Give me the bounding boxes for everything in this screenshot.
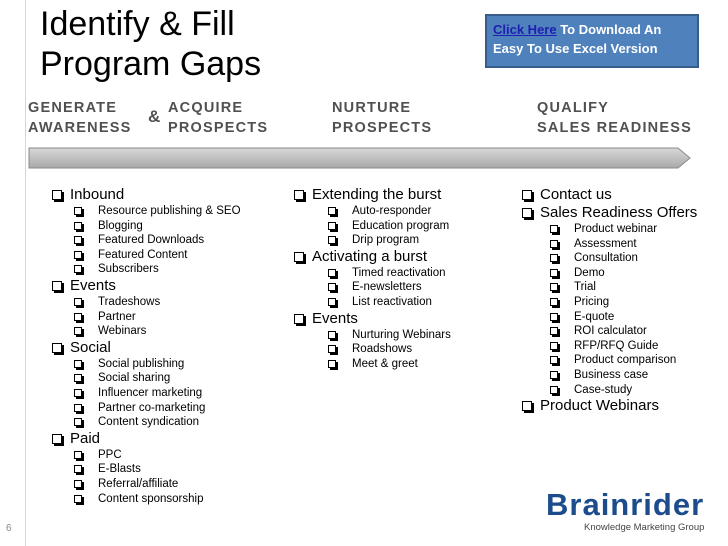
list-item[interactable] — [550, 368, 697, 383]
list-item[interactable] — [550, 383, 697, 398]
checkbox-icon[interactable] — [74, 313, 82, 321]
logo-wordmark: Brainrider — [546, 487, 705, 522]
category-contact-us[interactable] — [522, 186, 697, 204]
item-label: Partner — [98, 310, 136, 323]
events-items — [74, 295, 241, 339]
stage-acquire-prospects — [168, 98, 268, 138]
checkbox-icon[interactable] — [550, 283, 558, 291]
item-label: Meet & greet — [352, 357, 418, 370]
checkbox-icon[interactable] — [550, 386, 558, 394]
list-item[interactable] — [328, 233, 451, 248]
list-item[interactable] — [74, 262, 241, 277]
slide-title — [40, 4, 261, 84]
slide-left-margin — [0, 0, 26, 546]
category-label: Paid — [70, 429, 101, 447]
list-item[interactable] — [328, 328, 451, 343]
checkbox-icon[interactable] — [550, 356, 558, 364]
category-inbound[interactable] — [52, 186, 241, 204]
category-sales-readiness[interactable] — [522, 204, 697, 222]
social-items — [74, 357, 241, 430]
item-label: Featured Content — [98, 248, 188, 261]
category-nurture-events[interactable] — [294, 310, 451, 328]
logo-tagline: Knowledge Marketing Group — [584, 522, 705, 533]
stage-nurture-line2: PROSPECTS — [332, 120, 433, 136]
checkbox-icon[interactable] — [74, 495, 82, 503]
stage-generate-line1: GENERATE — [28, 100, 118, 116]
item-label: Drip program — [352, 234, 420, 247]
checkbox-icon[interactable] — [74, 451, 82, 459]
item-label: PPC — [98, 448, 122, 461]
list-item[interactable] — [328, 219, 451, 234]
item-label: E-Blasts — [98, 463, 141, 476]
stage-ampersand: & — [148, 107, 161, 126]
category-label: Extending the burst — [312, 186, 442, 203]
extending-items — [328, 204, 451, 248]
click-here-link[interactable]: Click Here — [493, 22, 557, 37]
checkbox-icon[interactable] — [522, 190, 532, 200]
item-label: Social publishing — [98, 357, 185, 370]
checkbox-icon[interactable] — [550, 371, 558, 379]
checkbox-icon[interactable] — [74, 404, 82, 412]
column-nurture — [294, 186, 451, 371]
item-label: Education program — [352, 219, 450, 232]
activating-items — [328, 266, 451, 310]
item-label: Referral/affiliate — [98, 477, 179, 490]
category-label: Product Webinars — [540, 397, 659, 415]
list-item[interactable] — [328, 204, 451, 219]
item-label: ROI calculator — [574, 325, 647, 338]
checkbox-icon[interactable] — [294, 252, 304, 262]
download-excel-callout — [485, 14, 699, 68]
checkbox-icon[interactable] — [74, 374, 82, 382]
list-item[interactable] — [328, 295, 451, 310]
checkbox-icon[interactable] — [74, 265, 82, 273]
title-line-2: Program Gaps — [40, 45, 262, 83]
checkbox-icon[interactable] — [550, 327, 558, 335]
list-item[interactable] — [74, 204, 241, 219]
list-item[interactable] — [74, 248, 241, 263]
category-paid[interactable] — [52, 430, 241, 448]
stage-nurture-line1: NURTURE — [332, 100, 412, 116]
checkbox-icon[interactable] — [294, 190, 304, 200]
checkbox-icon[interactable] — [74, 480, 82, 488]
list-item[interactable] — [74, 371, 241, 386]
checkbox-icon[interactable] — [74, 465, 82, 473]
list-item[interactable] — [328, 266, 451, 281]
list-item[interactable] — [550, 310, 697, 325]
checkbox-icon[interactable] — [328, 269, 336, 277]
paid-items — [74, 448, 241, 506]
list-item[interactable] — [74, 324, 241, 339]
item-label: Pricing — [574, 295, 610, 308]
list-item[interactable] — [328, 357, 451, 372]
stage-generate-awareness — [28, 98, 131, 138]
checkbox-icon[interactable] — [550, 298, 558, 306]
checkbox-icon[interactable] — [328, 345, 336, 353]
category-events[interactable] — [52, 277, 241, 295]
category-social[interactable] — [52, 339, 241, 357]
checkbox-icon[interactable] — [74, 298, 82, 306]
checkbox-icon[interactable] — [52, 281, 62, 291]
category-label: Events — [70, 276, 116, 294]
item-label: Nurturing Webinars — [352, 328, 451, 341]
item-label: Content sponsorship — [98, 492, 204, 505]
item-label: Webinars — [98, 325, 147, 338]
item-label: Subscribers — [98, 263, 159, 276]
item-label: Social sharing — [98, 372, 171, 385]
category-label: Sales Readiness Offers — [540, 204, 698, 221]
list-item[interactable] — [74, 401, 241, 416]
list-item[interactable] — [550, 237, 697, 252]
list-item[interactable] — [74, 310, 241, 325]
list-item[interactable] — [328, 280, 451, 295]
checkbox-icon[interactable] — [522, 401, 532, 411]
item-label: RFP/RFQ Guide — [574, 339, 659, 352]
checkbox-icon[interactable] — [550, 240, 558, 248]
download-text: To Download An Easy To Use Excel Version — [493, 22, 662, 56]
stage-nurture-prospects — [332, 98, 432, 138]
category-extending-burst[interactable] — [294, 186, 451, 204]
item-label: Auto-responder — [352, 205, 432, 217]
list-item[interactable] — [550, 251, 697, 266]
list-item[interactable] — [74, 448, 241, 463]
checkbox-icon[interactable] — [74, 251, 82, 259]
item-label: Timed reactivation — [352, 266, 446, 279]
stage-acquire-line1: ACQUIRE — [168, 100, 244, 116]
item-label: Assessment — [574, 237, 637, 250]
category-label: Contact us — [540, 186, 612, 203]
list-item[interactable] — [74, 386, 241, 401]
list-item[interactable] — [74, 219, 241, 234]
item-label: Resource publishing & SEO — [98, 205, 241, 217]
item-label: Content syndication — [98, 416, 200, 429]
list-item[interactable] — [74, 462, 241, 477]
category-product-webinars[interactable] — [522, 397, 697, 415]
checkbox-icon[interactable] — [52, 434, 62, 444]
checkbox-icon[interactable] — [328, 298, 336, 306]
list-item[interactable] — [74, 233, 241, 248]
list-item[interactable] — [74, 415, 241, 430]
nurture-events-items — [328, 328, 451, 372]
category-label: Social — [70, 338, 111, 356]
category-label: Events — [312, 309, 358, 327]
checkbox-icon[interactable] — [74, 389, 82, 397]
checkbox-icon[interactable] — [328, 222, 336, 230]
checkbox-icon[interactable] — [550, 269, 558, 277]
list-item[interactable] — [74, 492, 241, 507]
readiness-items — [550, 222, 697, 397]
checkbox-icon[interactable] — [328, 331, 336, 339]
item-label: Blogging — [98, 219, 143, 232]
list-item[interactable] — [550, 324, 697, 339]
list-item[interactable] — [550, 266, 697, 281]
list-item[interactable] — [550, 280, 697, 295]
item-label: Demo — [574, 266, 605, 279]
checkbox-icon[interactable] — [328, 207, 336, 215]
category-label: Activating a burst — [312, 247, 428, 265]
checkbox-icon[interactable] — [74, 360, 82, 368]
checkbox-icon[interactable] — [74, 418, 82, 426]
item-label: Featured Downloads — [98, 234, 205, 247]
stage-acquire-line2: PROSPECTS — [168, 120, 269, 136]
list-item[interactable] — [550, 295, 697, 310]
inbound-items — [74, 204, 241, 277]
item-label: Roadshows — [352, 343, 413, 356]
checkbox-icon[interactable] — [328, 283, 336, 291]
item-label: Consultation — [574, 252, 638, 265]
item-label: Partner co-marketing — [98, 401, 206, 414]
category-label: Inbound — [70, 186, 125, 203]
checkbox-icon[interactable] — [328, 360, 336, 368]
checkbox-icon[interactable] — [550, 254, 558, 262]
item-label: Tradeshows — [98, 295, 161, 308]
item-label: Trial — [574, 281, 596, 294]
list-item[interactable] — [550, 339, 697, 354]
stage-qualify-line2: SALES READINESS — [537, 120, 692, 136]
list-item[interactable] — [328, 342, 451, 357]
checkbox-icon[interactable] — [74, 327, 82, 335]
checkbox-icon[interactable] — [52, 190, 62, 200]
checkbox-icon[interactable] — [328, 236, 336, 244]
item-label: Case-study — [574, 383, 633, 396]
stage-generate-line2: AWARENESS — [28, 120, 132, 136]
item-label: Business case — [574, 368, 649, 381]
list-item[interactable] — [74, 477, 241, 492]
checkbox-icon[interactable] — [522, 208, 532, 218]
item-label: Product comparison — [574, 354, 677, 367]
list-item[interactable] — [550, 353, 697, 368]
checkbox-icon[interactable] — [52, 343, 62, 353]
stage-qualify-line1: QUALIFY — [537, 100, 610, 116]
item-label: Product webinar — [574, 223, 658, 235]
list-item[interactable] — [74, 357, 241, 372]
checkbox-icon[interactable] — [294, 314, 304, 324]
column-generate-acquire — [52, 186, 241, 506]
checkbox-icon[interactable] — [74, 222, 82, 230]
checkbox-icon[interactable] — [550, 225, 558, 233]
stage-qualify-sales-readiness — [537, 98, 692, 138]
checkbox-icon[interactable] — [74, 207, 82, 215]
page-number: 6 — [6, 523, 12, 534]
funnel-arrow — [28, 146, 692, 170]
list-item[interactable] — [74, 295, 241, 310]
checkbox-icon[interactable] — [550, 313, 558, 321]
item-label: E-newsletters — [352, 281, 422, 294]
category-activating-burst[interactable] — [294, 248, 451, 266]
title-line-1: Identify & Fill — [40, 5, 235, 43]
checkbox-icon[interactable] — [550, 342, 558, 350]
brainrider-logo — [546, 488, 716, 540]
item-label: E-quote — [574, 310, 615, 323]
list-item[interactable] — [550, 222, 697, 237]
column-qualify — [522, 186, 697, 415]
checkbox-icon[interactable] — [74, 236, 82, 244]
item-label: List reactivation — [352, 295, 432, 308]
item-label: Influencer marketing — [98, 386, 203, 399]
